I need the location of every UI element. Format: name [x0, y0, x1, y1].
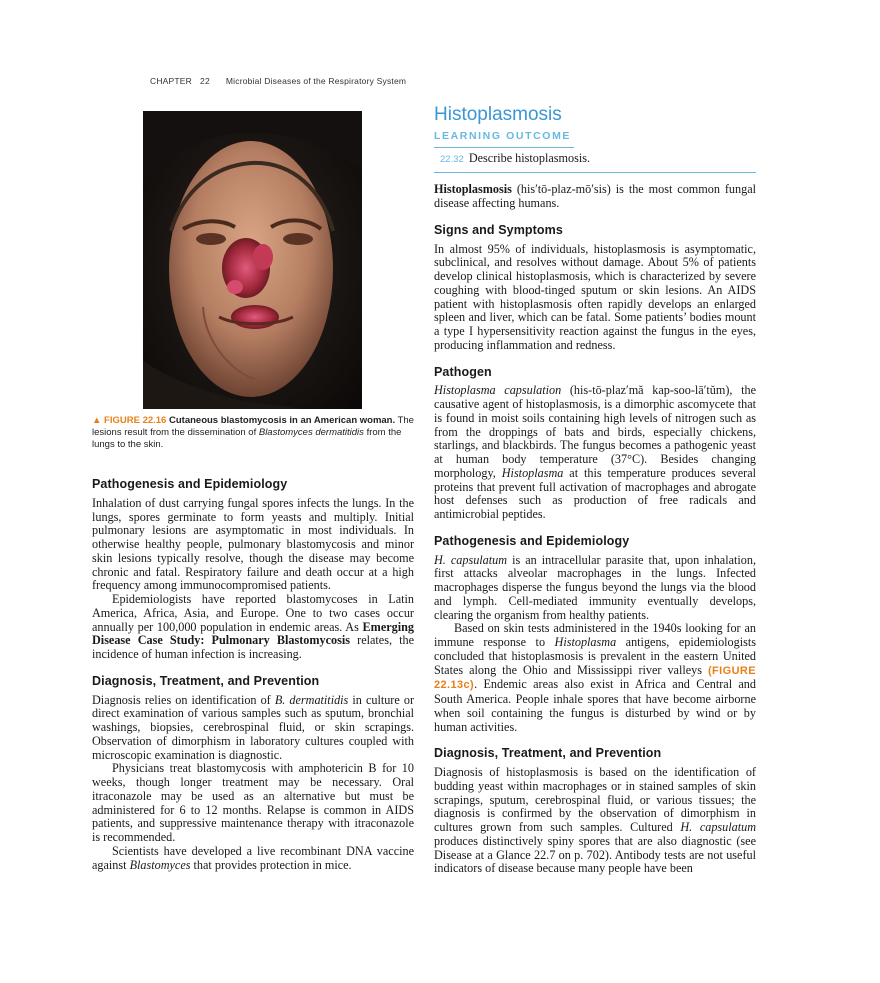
chapter-number: 22	[200, 76, 210, 86]
chapter-label: CHAPTER	[150, 76, 193, 86]
figure-caption	[92, 415, 414, 451]
pathogen-paragraph	[434, 384, 756, 522]
signs-paragraph: In almost 95% of individuals, histoplasmosis is asymptomatic, subclinical, and resolves without damage. About 5% of patients develop clinical histoplasmosis, which is characterized by severe coughing with blood-tinged sputum or skin lesions. An AIDS patient with histoplasmosis often rapidly develops an enlarged spleen and liver, which can be fatal. Some patients’ bodies mount a type I hypersensitivity reaction against the fungus in the eyes, producing inflammation and redness.	[434, 241, 756, 352]
spacer	[434, 211, 756, 224]
caption-text-1: The lesions result from the dissemination of	[92, 415, 414, 438]
italic-term: H. capsulatum	[680, 820, 757, 834]
text-run: at this temperature produces several proteins that prevent full activation of macrophages and abrogate host defenses such as production of free radicals and antimicrobial peptides.	[434, 465, 756, 521]
section-title: Histoplasmosis	[434, 104, 562, 125]
running-header	[150, 76, 406, 86]
text-run: is an intracellular parasite that, upon inhalation, first attacks alveolar macrophages in the lungs. Infected macrophages disperse the fungus beyond the lungs via the blood and lymph. Cell-mediated immunity eventually develops, clearing the organism from healthy patients.	[434, 552, 757, 622]
italic-term: Histoplasma	[554, 635, 617, 649]
left-pathogenesis-heading: Pathogenesis and Epidemiology	[92, 477, 288, 491]
figure-label: ▲ FIGURE 22.16	[92, 415, 167, 426]
italic-term: Blastomyces	[129, 857, 191, 872]
text-run: Diagnosis of histoplasmosis is based on the identification of budding yeast within macrophages or in stained samples of skin scrapings, sputum, cerebrospinal fluid, or various tissues; the diagnosis is confirmed by the observation of dimorphism in cultures grown from such samples. Cultured	[434, 765, 756, 834]
intro-paragraph	[434, 183, 756, 211]
right-diagnosis-heading: Diagnosis, Treatment, and Prevention	[434, 746, 662, 761]
left-pathogenesis-paragraph-2	[92, 593, 414, 662]
italic-term: H. capsulatum	[434, 552, 508, 567]
right-pathogenesis-paragraph-1	[434, 554, 756, 623]
text-run: in culture or direct examination of various samples such as sputum, bronchial washings, biopsies, cerebrospinal fluid, or skin scrapings. Observation of dimorphism in laboratory cultures coupled with microscopic examination is diagnostic.	[92, 692, 415, 762]
chapter-title: Microbial Diseases of the Respiratory System	[225, 76, 407, 86]
pathogen-heading: Pathogen	[434, 364, 492, 379]
text-run: relates, the incidence of human infection is increasing.	[92, 633, 414, 661]
left-diagnosis-paragraph-1	[92, 694, 414, 763]
text-run: Based on skin tests administered in the 1940s looking for an immune response to	[434, 621, 756, 649]
figure-reference-link[interactable]: (FIGURE 22.13c)	[434, 664, 756, 692]
text-run: . Endemic areas also exist in Africa and Central and South America. People inhale spores that have become airborne when soil containing the fungus is disturbed by wind or by human activities.	[434, 677, 756, 734]
text-run: Diagnosis relies on identification of	[92, 692, 271, 707]
learning-outcome-number: 22.32	[440, 153, 464, 165]
text-run: (his′tō-plaz-mō′sis) is the most common fungal disease affecting humans.	[434, 182, 756, 210]
patient-face-image	[143, 111, 362, 409]
italic-term: B. dermatitidis	[274, 692, 349, 707]
spacer	[434, 522, 756, 535]
figure-title: Cutaneous blastomycosis in an American woman.	[169, 415, 396, 426]
case-study-ref: Emerging Disease Case Study: Pulmonary Blastomycosis	[92, 619, 414, 648]
learning-outcome-item	[434, 152, 756, 174]
italic-term: Histoplasma capsulation	[434, 383, 562, 398]
italic-term: Histoplasma	[501, 465, 564, 480]
left-diagnosis-paragraph-3	[92, 845, 414, 873]
learning-outcome-heading: LEARNING OUTCOME	[434, 130, 574, 148]
caption-organism: Blastomyces dermatitidis	[258, 427, 364, 438]
text-run: produces distinctively spiny spores that are also diagnostic (see Disease at a Glance 22.7 on p. 702). Antibody tests are not useful indicators of disease because many people have been	[434, 833, 756, 876]
text-run: that provides protection in mice.	[193, 857, 352, 872]
left-column	[92, 478, 414, 872]
text-run: Scientists have developed a live recombinant DNA vaccine against	[92, 843, 414, 872]
spacer	[434, 353, 756, 366]
text-run: antigens, epidemiologists concluded that histoplasmosis is prevalent in the eastern United States along the Ohio and Mississippi river valleys	[434, 635, 757, 677]
right-column	[434, 104, 757, 876]
left-diagnosis-paragraph-2: Physicians treat blastomycosis with amphotericin B for 10 weeks, though longer treatment may be necessary. Oral itraconazole may be used as an alternative but must be administered for 6 to 12 months. Relapse is common in AIDS patients, and suppressive maintenance therapy with itraconazole is recommended.	[92, 761, 414, 844]
figure-photo	[143, 111, 362, 409]
text-run: Epidemiologists have reported blastomycoses in Latin America, Africa, Asia, and Europe. One to two cases occur annually per 100,000 population in endemic areas. As	[92, 592, 414, 634]
caption-text-2: from the lungs to the skin.	[92, 427, 402, 450]
spacer	[92, 662, 414, 675]
right-diagnosis-paragraph	[434, 766, 756, 876]
left-pathogenesis-paragraph-1: Inhalation of dust carrying fungal spores infects the lungs. In the lungs, spores germinate to form yeasts and multiply. Initial pulmonary lesions are asymptomatic in most individuals. In otherwise healthy people, pulmonary blastomycosis and minor skin lesions typically resolve, though the disease may become chronic and fatal. Respiratory failure and death occur at a high frequency among immunocompromised patients.	[92, 495, 414, 593]
left-diagnosis-heading: Diagnosis, Treatment, and Prevention	[92, 673, 320, 688]
text-run: (his-tō-plaz′mă kap-soo-lā′tŭm), the causative agent of histoplasmosis, is a dimorphic ascomycete that is found in moist soils containing high levels of nitrogen such as from the droppings of bats and birds, especially chickens, starlings, and blackbirds. The fungus becomes a pathogenic yeast at human body temperature (37°C). Besides changing morphology,	[434, 383, 757, 480]
bold-term: Histoplasmosis	[434, 182, 512, 197]
learning-outcome-text: Describe histoplasmosis.	[468, 150, 591, 165]
signs-heading: Signs and Symptoms	[434, 222, 563, 237]
right-pathogenesis-heading: Pathogenesis and Epidemiology	[434, 533, 630, 548]
right-pathogenesis-paragraph-2	[434, 622, 756, 734]
